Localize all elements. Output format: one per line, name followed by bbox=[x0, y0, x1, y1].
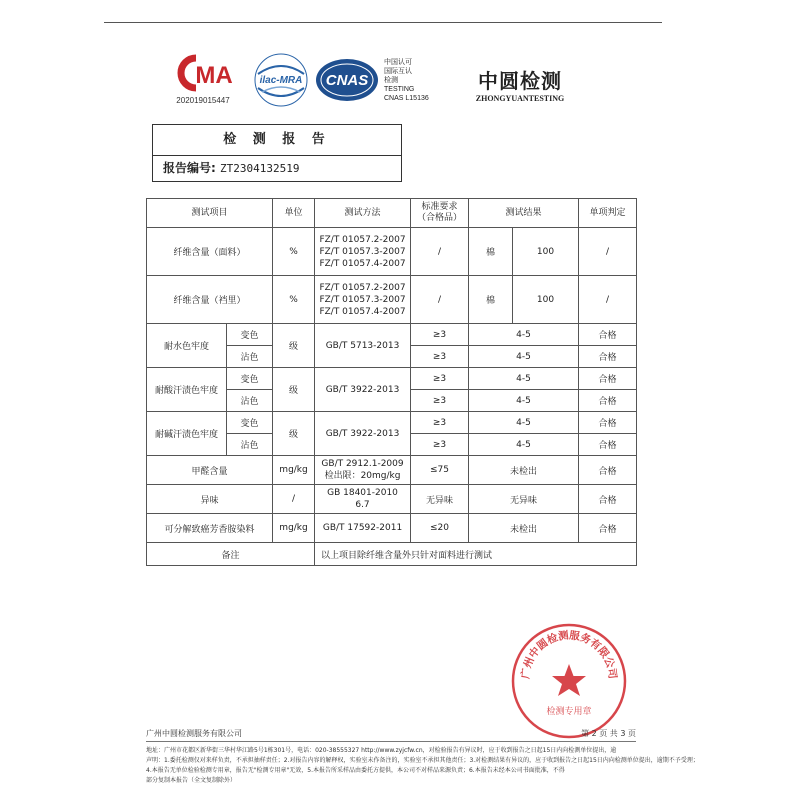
report-number-value: ZT2304132519 bbox=[220, 162, 300, 175]
item-cell: 纤维含量（面料） bbox=[147, 228, 273, 276]
table-row bbox=[147, 276, 637, 324]
standard-cell: ≤75 bbox=[411, 456, 469, 485]
table-row bbox=[147, 485, 637, 514]
item-cell: 甲醛含量 bbox=[147, 456, 273, 485]
verdict-cell: 合格 bbox=[579, 485, 637, 514]
method-cell: FZ/T 01057.2-2007 FZ/T 01057.3-2007 FZ/T 01057.4-2007 bbox=[315, 276, 411, 324]
verdict-cell: 合格 bbox=[579, 514, 637, 543]
report-number bbox=[153, 156, 401, 181]
cnas-accreditation-text: 中国认可 国际互认 检测 TESTING CNAS L15136 bbox=[384, 59, 429, 102]
verdict-cell: / bbox=[579, 228, 637, 276]
header-standard: 标准要求 （合格品） bbox=[411, 199, 469, 228]
method-cell: GB/T 17592-2011 bbox=[315, 514, 411, 543]
method-cell: GB 18401-2010 6.7 bbox=[315, 485, 411, 514]
standard-cell: ≥3 bbox=[411, 368, 469, 390]
result-cell: 无异味 bbox=[469, 485, 579, 514]
verdict-cell: 合格 bbox=[579, 390, 637, 412]
table-row bbox=[147, 456, 637, 485]
standard-cell: / bbox=[411, 276, 469, 324]
cnas-logo bbox=[314, 56, 380, 104]
item-cell: 耐酸汗渍色牢度 bbox=[147, 368, 227, 412]
table-row bbox=[147, 514, 637, 543]
sub-item-cell: 变色 bbox=[227, 368, 273, 390]
brand-name-cn: 中圆检测 bbox=[478, 69, 562, 93]
table-row bbox=[147, 412, 637, 434]
seal-ring-text: 广州中圆检测服务有限公司 bbox=[519, 629, 619, 680]
note-label: 备注 bbox=[147, 543, 315, 566]
page-footer bbox=[146, 728, 699, 786]
result-cell: 4-5 bbox=[469, 368, 579, 390]
standard-cell: ≥3 bbox=[411, 434, 469, 456]
ilac-mra-logo bbox=[250, 52, 312, 108]
method-cell: GB/T 3922-2013 bbox=[315, 368, 411, 412]
standard-cell: ≤20 bbox=[411, 514, 469, 543]
standard-cell: / bbox=[411, 228, 469, 276]
verdict-cell: 合格 bbox=[579, 434, 637, 456]
result-cell: 4-5 bbox=[469, 434, 579, 456]
result-cell: 4-5 bbox=[469, 390, 579, 412]
sub-item-cell: 沾色 bbox=[227, 346, 273, 368]
report-number-label: 报告编号: bbox=[163, 161, 216, 175]
result-cell: 4-5 bbox=[469, 412, 579, 434]
unit-cell: 级 bbox=[273, 412, 315, 456]
header-method: 测试方法 bbox=[315, 199, 411, 228]
result-cell: 4-5 bbox=[469, 346, 579, 368]
result-cell: 未检出 bbox=[469, 456, 579, 485]
cma-mark bbox=[168, 52, 238, 94]
standard-cell: ≥3 bbox=[411, 390, 469, 412]
table-row bbox=[147, 368, 637, 390]
header-unit: 单位 bbox=[273, 199, 315, 228]
unit-cell: 级 bbox=[273, 324, 315, 368]
fiber-value-cell: 100 bbox=[513, 228, 579, 276]
table-row bbox=[147, 228, 637, 276]
fiber-value-cell: 100 bbox=[513, 276, 579, 324]
method-cell: GB/T 2912.1-2009 检出限：20mg/kg bbox=[315, 456, 411, 485]
item-cell: 可分解致癌芳香胺染料 bbox=[147, 514, 273, 543]
standard-cell: ≥3 bbox=[411, 324, 469, 346]
method-cell: FZ/T 01057.2-2007 FZ/T 01057.3-2007 FZ/T 01057.4-2007 bbox=[315, 228, 411, 276]
footer-statement-2: 4.本报告无单位检验检测专用章，报告无"检测专用章"无效，5.本报告所采样品由委托方提供，本公司不对样品来源负责；6.本报告未经本公司书面批准，不得 bbox=[146, 767, 565, 774]
results-table bbox=[146, 198, 637, 566]
item-cell: 耐碱汗渍色牢度 bbox=[147, 412, 227, 456]
sub-item-cell: 变色 bbox=[227, 324, 273, 346]
verdict-cell: / bbox=[579, 276, 637, 324]
official-seal bbox=[510, 622, 628, 740]
standard-cell: ≥3 bbox=[411, 346, 469, 368]
fiber-type-cell: 棉 bbox=[469, 228, 513, 276]
verdict-cell: 合格 bbox=[579, 346, 637, 368]
page-number: 第 2 页 共 3 页 bbox=[581, 729, 636, 738]
seal-center-text: 检测专用章 bbox=[546, 707, 592, 717]
sub-item-cell: 沾色 bbox=[227, 434, 273, 456]
cma-logo bbox=[168, 52, 238, 108]
company-brand bbox=[462, 70, 578, 103]
table-row bbox=[147, 324, 637, 346]
standard-cell: ≥3 bbox=[411, 412, 469, 434]
brand-name-en: ZHONGYUANTESTING bbox=[475, 94, 565, 103]
svg-text:MA: MA bbox=[195, 62, 233, 89]
footer-statement-3: 部分复制本报告（全文复制除外） bbox=[146, 777, 237, 784]
cnas-label: CNAS bbox=[325, 72, 369, 89]
footer-address: 地址：广州市花都区新华街三华村华江路5号1栋301号，电话：020-38555327 http://www.zyjcfw.cn，对检验报告有异议时，应于收到报告之日起15日内向检测单位提出，逾 bbox=[146, 747, 617, 754]
unit-cell: mg/kg bbox=[273, 514, 315, 543]
unit-cell: / bbox=[273, 485, 315, 514]
unit-cell: mg/kg bbox=[273, 456, 315, 485]
unit-cell: % bbox=[273, 276, 315, 324]
header-item: 测试项目 bbox=[147, 199, 273, 228]
verdict-cell: 合格 bbox=[579, 324, 637, 346]
table-row-note bbox=[147, 543, 637, 566]
result-cell: 4-5 bbox=[469, 324, 579, 346]
header-verdict: 单项判定 bbox=[579, 199, 637, 228]
unit-cell: 级 bbox=[273, 368, 315, 412]
item-cell: 耐水色牢度 bbox=[147, 324, 227, 368]
verdict-cell: 合格 bbox=[579, 368, 637, 390]
method-cell: GB/T 5713-2013 bbox=[315, 324, 411, 368]
item-cell: 异味 bbox=[147, 485, 273, 514]
verdict-cell: 合格 bbox=[579, 412, 637, 434]
top-rule bbox=[104, 22, 662, 23]
table-header-row bbox=[147, 199, 637, 228]
method-cell: GB/T 3922-2013 bbox=[315, 412, 411, 456]
verdict-cell: 合格 bbox=[579, 456, 637, 485]
seal-star-icon bbox=[552, 664, 586, 696]
footer-statement: 声明：1.委托检测仅对来样负责，不承担抽样责任；2.对报告内容的解释权，实验室未作备注的，实验室不承担其他责任；3.对检测结果有异议的，应于收到报告之日起15日内向检测单位提出，逾期不予受理； bbox=[146, 757, 699, 764]
report-title: 检 测 报 告 bbox=[153, 125, 401, 156]
header-result: 测试结果 bbox=[469, 199, 579, 228]
footer-company: 广州中圆检测服务有限公司 bbox=[146, 729, 242, 738]
standard-cell: 无异味 bbox=[411, 485, 469, 514]
sub-item-cell: 变色 bbox=[227, 412, 273, 434]
note-text: 以上项目除纤维含量外只针对面料进行测试 bbox=[315, 543, 637, 566]
sub-item-cell: 沾色 bbox=[227, 390, 273, 412]
item-cell: 纤维含量（裆里） bbox=[147, 276, 273, 324]
fiber-type-cell: 棉 bbox=[469, 276, 513, 324]
result-cell: 未检出 bbox=[469, 514, 579, 543]
ilac-label: ilac-MRA bbox=[259, 75, 303, 86]
report-title-box bbox=[152, 124, 402, 182]
unit-cell: % bbox=[273, 228, 315, 276]
cma-number: 202019015447 bbox=[176, 96, 230, 105]
